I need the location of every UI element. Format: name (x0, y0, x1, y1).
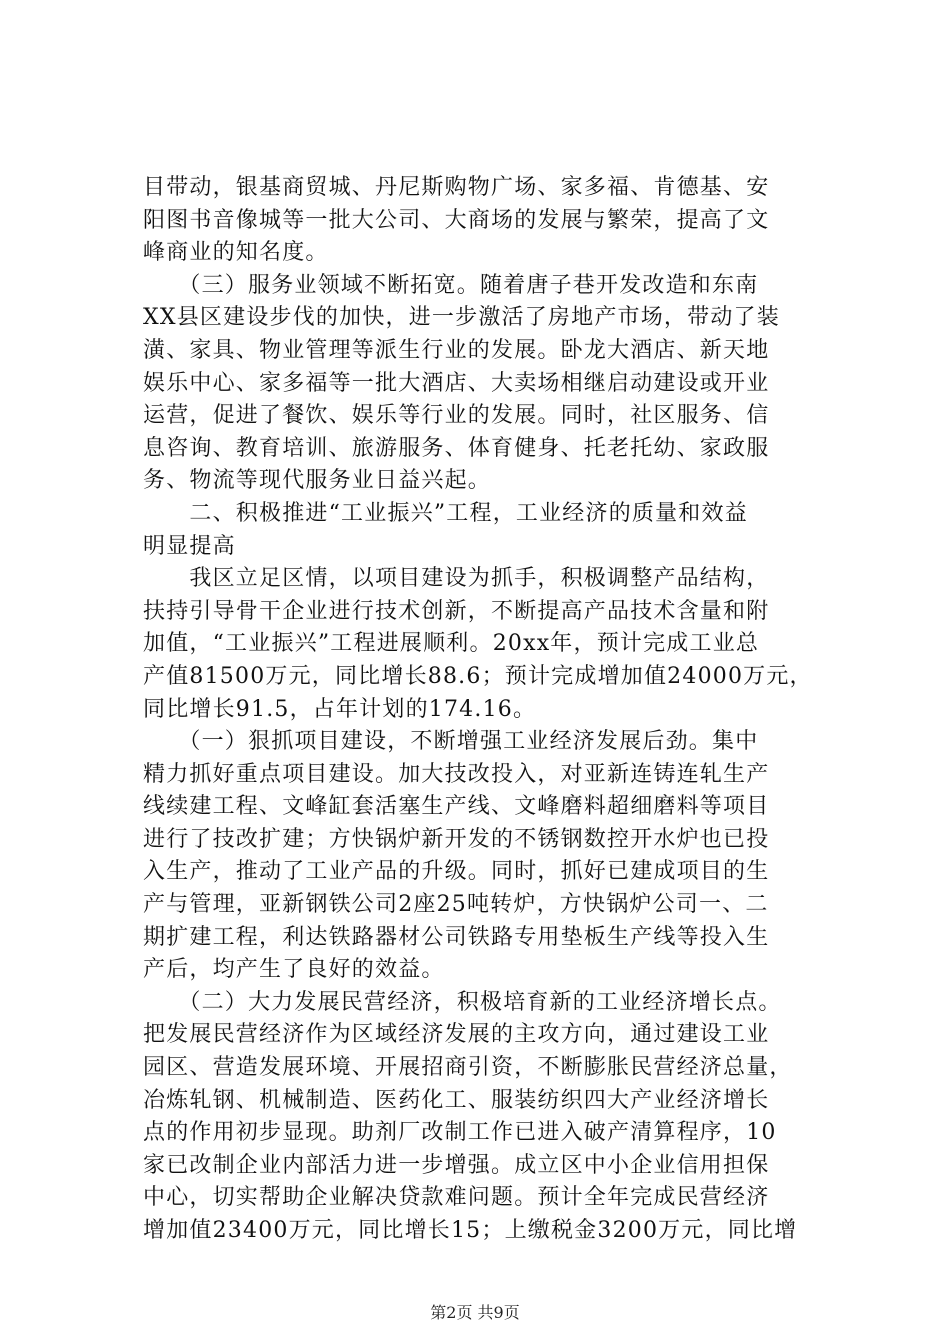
text-line: 息咨询、教育培训、旅游服务、体育健身、托老托幼、家政服 (143, 435, 770, 461)
text-line: 入生产，推动了工业产品的升级。同时，抓好已建成项目的生 (143, 859, 770, 885)
text-line: 把发展民营经济作为区域经济发展的主攻方向，通过建设工业 (143, 1022, 770, 1048)
text-line: 点的作用初步显现。助剂厂改制工作已进入破产清算程序，10 (143, 1120, 777, 1146)
page-number-footer: 第2页 共9页 (430, 1303, 520, 1322)
text-line: （一）狠抓项目建设，不断增强工业经济发展后劲。集中 (143, 729, 759, 755)
text-line: 务、物流等现代服务业日益兴起。 (143, 468, 492, 494)
text-line: （三）服务业领域不断拓宽。随着唐子巷开发改造和东南 (143, 272, 759, 298)
document-body (143, 172, 833, 1248)
text-line: 进行了技改扩建；方快锅炉新开发的不锈钢数控开水炉也已投 (143, 826, 770, 852)
text-line: 峰商业的知名度。 (143, 240, 329, 266)
text-line: 家已改制企业内部活力进一步增强。成立区中小企业信用担保 (143, 1152, 770, 1178)
text-line: 产后，均产生了良好的效益。 (143, 957, 445, 983)
text-line: 产与管理，亚新钢铁公司2座25吨转炉，方快锅炉公司一、二 (143, 892, 769, 918)
text-line: 娱乐中心、家多福等一批大酒店、大卖场相继启动建设或开业 (143, 370, 770, 396)
text-line: 运营，促进了餐饮、娱乐等行业的发展。同时，社区服务、信 (143, 403, 770, 429)
text-line: 同比增长91.5，占年计划的174.16。 (143, 696, 537, 722)
text-line: 冶炼轧钢、机械制造、医药化工、服装纺织四大产业经济增长 (143, 1087, 770, 1113)
text-line: 产值81500万元，同比增长88.6；预计完成增加值24000万元， (143, 663, 813, 689)
text-line: 加值，“工业振兴”工程进展顺利。20xx年，预计完成工业总 (143, 631, 760, 657)
text-line: 期扩建工程，利达铁路器材公司铁路专用垫板生产线等投入生 (143, 924, 770, 950)
text-line: （二）大力发展民营经济，积极培育新的工业经济增长点。 (143, 989, 782, 1015)
section-heading-line: 二、积极推进“工业振兴”工程，工业经济的质量和效益 (143, 500, 748, 526)
text-line: 潢、家具、物业管理等派生行业的发展。卧龙大酒店、新天地 (143, 337, 770, 363)
text-line: 园区、营造发展环境、开展招商引资，不断膨胀民营经济总量， (143, 1055, 793, 1081)
text-line: 目带动，银基商贸城、丹尼斯购物广场、家多福、肯德基、安 (143, 175, 770, 200)
section-heading-line: 明显提高 (143, 533, 236, 559)
text-line: 线续建工程、文峰缸套活塞生产线、文峰磨料超细磨料等项目 (143, 794, 770, 820)
text-line: 我区立足区情，以项目建设为抓手，积极调整产品结构， (143, 566, 770, 592)
text-line: XX县区建设步伐的加快，进一步激活了房地产市场，带动了装 (143, 305, 780, 331)
text-line: 精力抓好重点项目建设。加大技改投入，对亚新连铸连轧生产 (143, 761, 770, 787)
text-line: 扶持引导骨干企业进行技术创新，不断提高产品技术含量和附 (143, 598, 770, 624)
text-line: 增加值23400万元，同比增长15；上缴税金3200万元，同比增 (143, 1218, 798, 1243)
text-line: 阳图书音像城等一批大公司、大商场的发展与繁荣，提高了文 (143, 207, 770, 233)
text-line: 中心，切实帮助企业解决贷款难问题。预计全年完成民营经济 (143, 1185, 770, 1211)
